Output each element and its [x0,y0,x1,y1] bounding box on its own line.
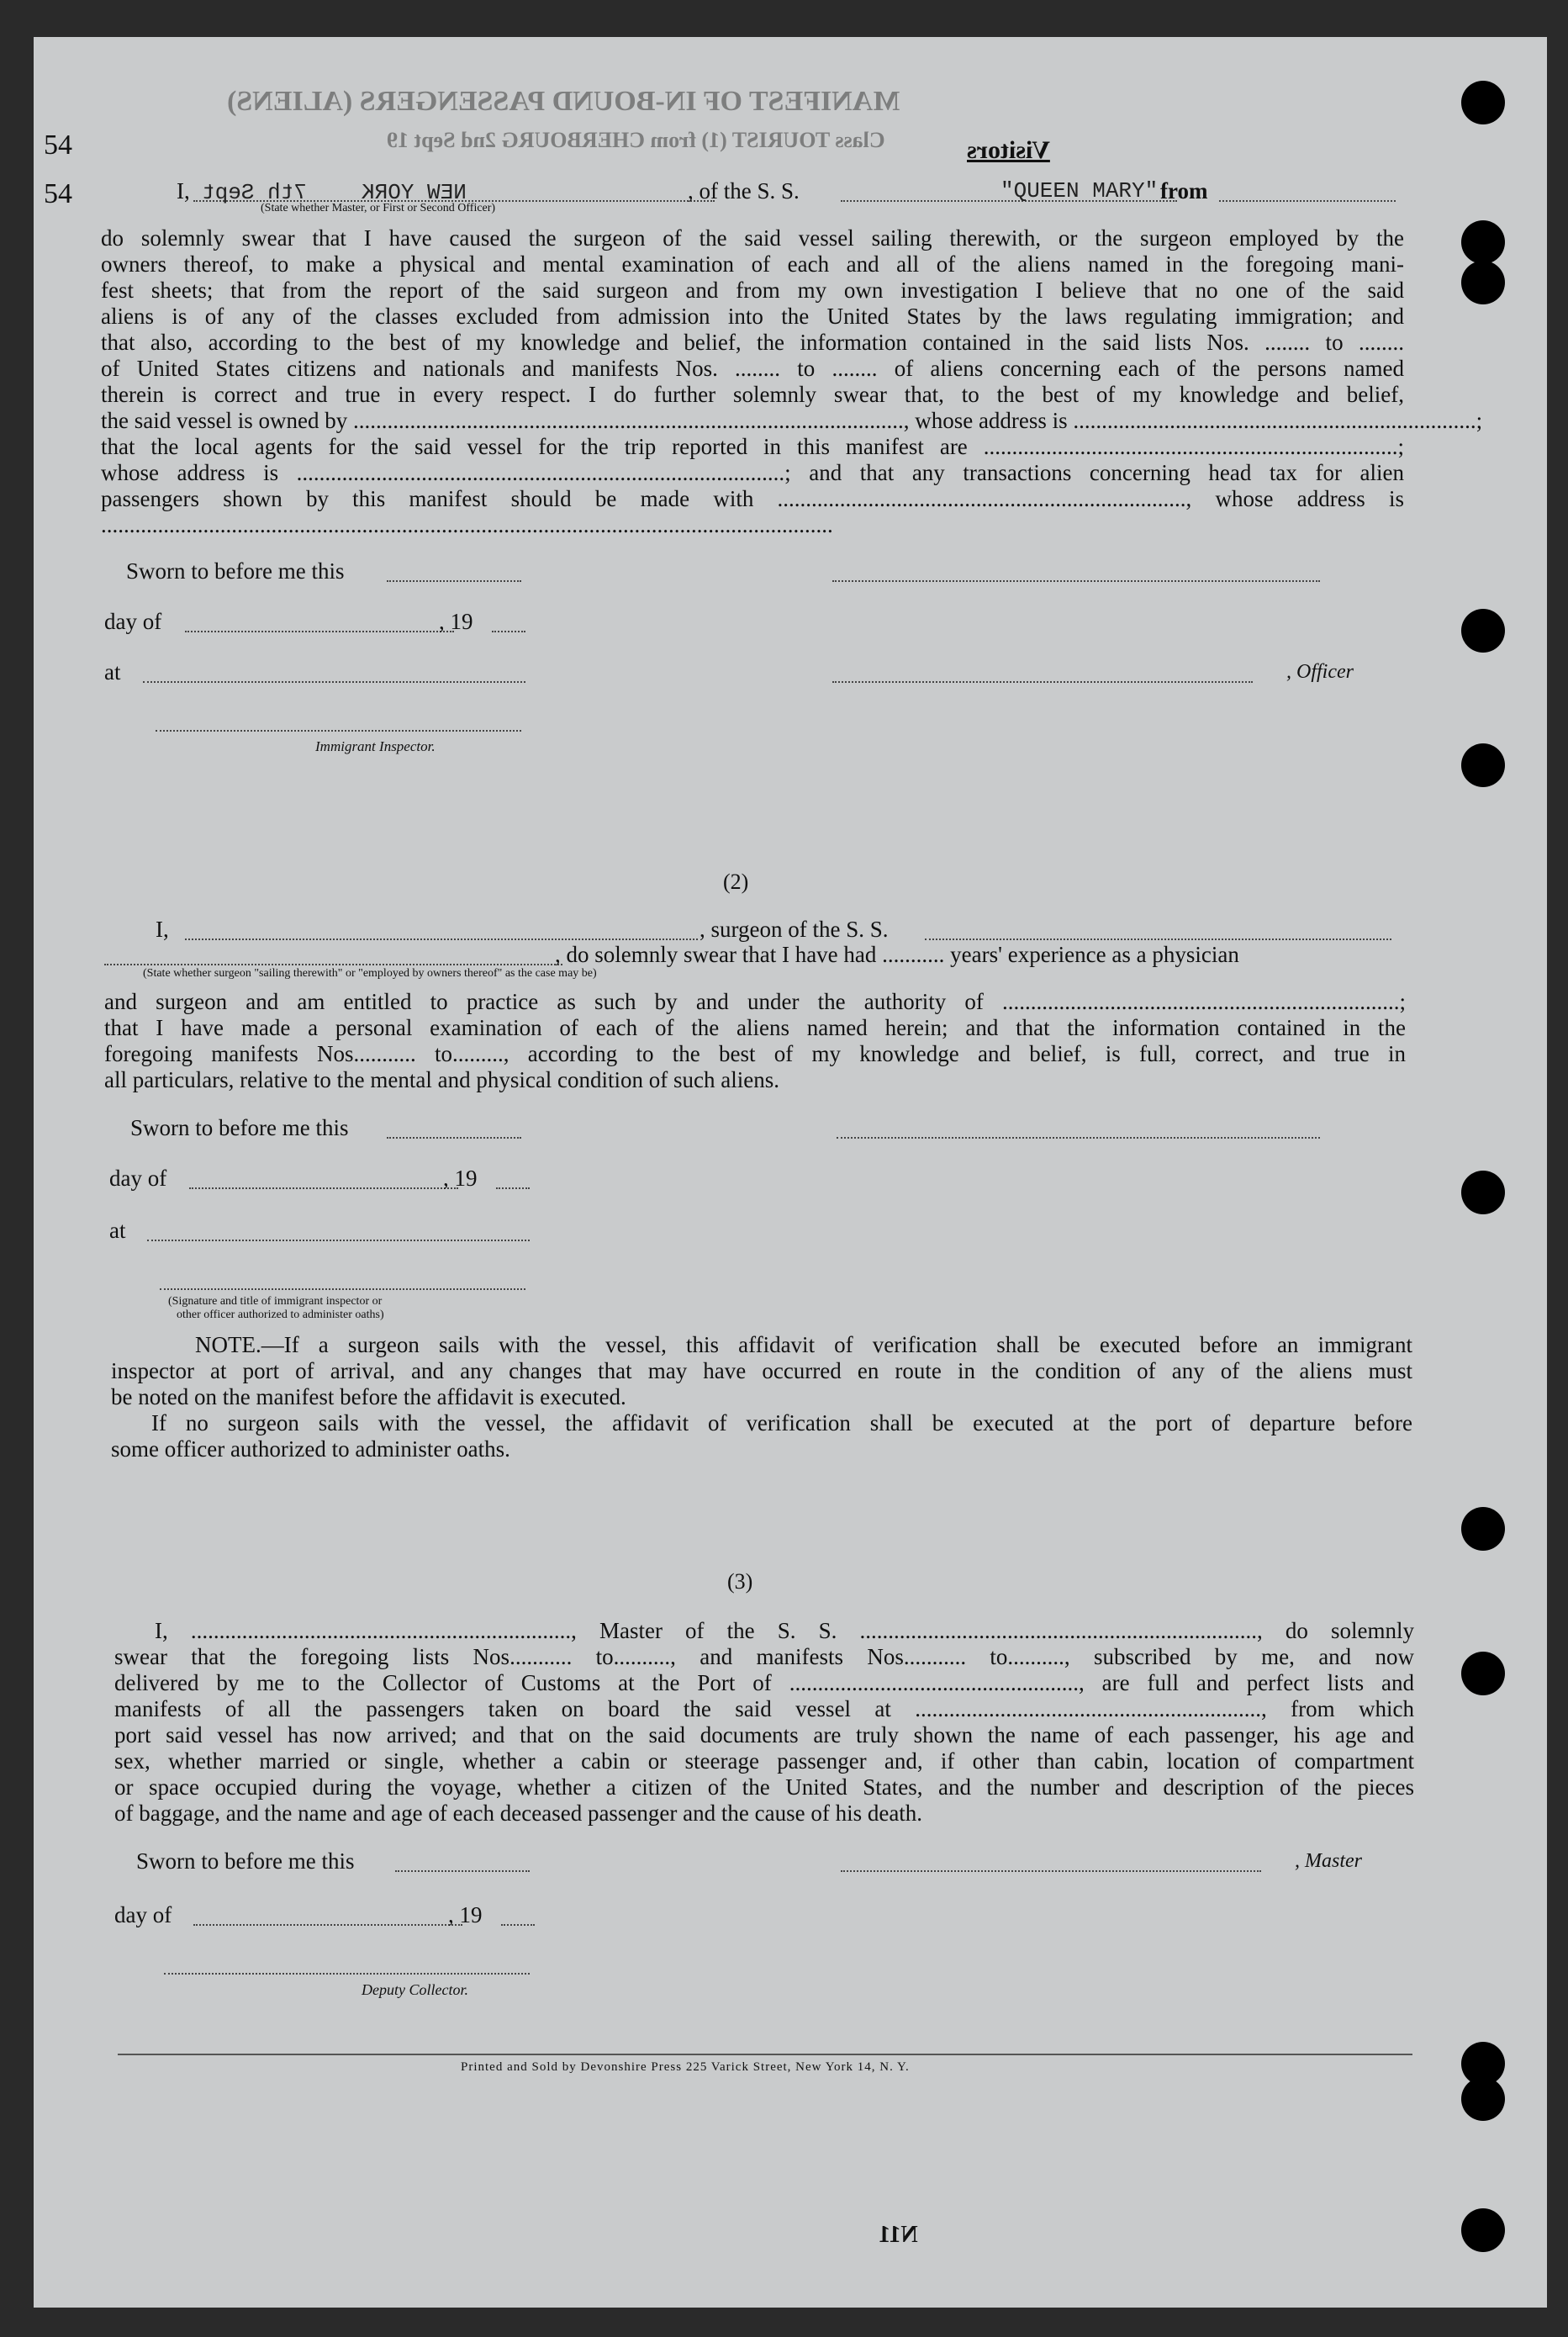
s1-day-of: day of [104,609,162,634]
s1-body-line: owners thereof, to make a physical and mental examination of each and all of the aliens named in the foregoing mani- [101,251,1404,277]
s3-sworn-line [395,1870,530,1872]
s2-at-line [147,1240,530,1241]
s3-body [114,1618,1414,1827]
s2-ship-line [925,939,1391,940]
s1-body-line: therein is correct and true in every respect. I do further solemnly swear that, to the best of my knowledge and belief, [101,382,1404,407]
bleed-bottom: N11 [879,2222,918,2248]
punch-hole [1461,2208,1505,2252]
s2-line2: , do solemnly swear that I have had ........... years' experience as a physician [555,942,1239,967]
s1-sig-line [832,580,1320,582]
s3-day-line [193,1924,462,1926]
s1-line1-start: I, [177,178,190,204]
s2-at: at [109,1218,126,1243]
s1-line1-mid: , of the S. S. [688,178,800,204]
s3-deputy-line [164,1973,530,1975]
bleed-title: MANIFEST OF IN-BOUND PASSENGERS (ALIENS) [227,86,900,117]
s3-nineteen: , 19 [448,1902,483,1927]
punch-hole [1461,743,1505,787]
stamp-ny: NEW YORK [362,180,467,205]
s1-body [101,225,1483,538]
s2-body-line: and surgeon and am entitled to practice as such by and under the authority of ......................................................................; [104,989,1406,1014]
s2-sig-line [837,1137,1320,1139]
margin-mark-1: 54 [44,130,72,161]
s1-body-line: that also, according to the best of my knowledge and belief, the information contained in the said lists Nos. ........ to ........ [101,330,1404,355]
stamp-ship: "QUEEN MARY" [1000,178,1159,204]
s2-sworn: Sworn to before me this [130,1115,349,1140]
s1-inspector-caption: Immigrant Inspector. [315,738,436,754]
s1-officer: , Officer [1286,661,1354,683]
s1-nineteen: , 19 [439,609,473,634]
footer-printer: Printed and Sold by Devonshire Press 225 Varick Street, New York 14, N. Y. [461,2060,910,2074]
s1-body-line: aliens is of any of the classes excluded from admission into the United States by the laws regulating immigration; and [101,304,1404,329]
manifest-page [34,37,1547,2308]
s2-type-line [104,964,562,965]
s2-caption: (State whether surgeon "sailing therewith" or "employed by owners thereof" as the case may be) [143,967,597,980]
s3-sig-line [841,1870,1261,1872]
bleed-visitors: Visitors [967,136,1050,164]
s2-body-line: all particulars, relative to the mental and physical condition of such aliens. [104,1067,779,1092]
s2-sig-caption-1: (Signature and title of immigrant inspector or [168,1295,383,1308]
s3-body-line: sex, whether married or single, whether a cabin or steerage passenger and, if other than cabin, location of compartment [114,1748,1414,1774]
s1-body-line: passengers shown by this manifest should be made with ........................................................................, whose address is [101,486,1404,511]
s2-note-line: be noted on the manifest before the affidavit is executed. [111,1384,626,1409]
s1-caption: (State whether Master, or First or Second Officer) [261,202,496,214]
s1-body-line: ................................................................................................................................. [101,512,833,537]
s1-inspector-line [156,730,521,732]
s2-note-line: If no surgeon sails with the vessel, the affidavit of verification shall be executed at the port of departure before [151,1410,1412,1436]
s2-nineteen: , 19 [443,1166,478,1191]
s1-officer-sig-line [832,681,1253,683]
s2-year-line [496,1187,530,1189]
s3-body-line: swear that the foregoing lists Nos........... to.........., and manifests Nos........... to.........., subscribed by me, and now [114,1644,1414,1669]
s3-body-line: manifests of all the passengers taken on board the said vessel at ............................................................., from which [114,1696,1414,1721]
s2-sworn-line [387,1137,521,1139]
s1-at-line [143,681,525,683]
s3-year-line [501,1924,535,1926]
s1-body-line: that the local agents for the said vessel for the trip reported in this manifest are .........................................................................; [101,434,1404,459]
s1-body-line: do solemnly swear that I have caused the surgeon of the said vessel sailing therewith, or the surgeon employed by the [101,225,1404,251]
s2-body-line: foregoing manifests Nos........... to........., according to the best of my knowledge and belief, is full, correct, and true in [104,1041,1406,1066]
s2-note [111,1332,1412,1462]
s1-at: at [104,659,121,685]
s3-number: (3) [727,1569,753,1594]
s1-sworn-line [387,580,521,582]
punch-hole [1461,609,1505,653]
s2-surgeon-line [185,939,698,940]
s1-line1-end: from [1160,178,1208,204]
s1-from-line [1219,200,1396,202]
s2-inspector-line [160,1288,525,1290]
punch-hole [1461,220,1505,264]
punch-hole [1461,261,1505,304]
footer-rule [118,2054,1412,2055]
punch-hole [1461,2077,1505,2121]
s2-note-line: some officer authorized to administer oaths. [111,1436,510,1462]
punch-hole [1461,81,1505,124]
s2-sig-caption-2: other officer authorized to administer oaths) [177,1309,384,1321]
margin-mark-2: 54 [44,178,72,209]
s1-body-line: fest sheets; that from the report of the said surgeon and from my own investigation I believe that no one of the said [101,278,1404,303]
s1-body-line: whose address is ......................................................................................; and that any transactions concerning head tax for alien [101,460,1404,485]
s1-body-line: of United States citizens and nationals and manifests Nos. ........ to ........ of aliens concerning each of the persons named [101,356,1404,381]
s2-day-line [189,1187,458,1189]
stamp-date: 7th Sept [202,180,307,205]
s2-day-of: day of [109,1166,167,1191]
s2-note-line: NOTE.—If a surgeon sails with the vessel, this affidavit of verification shall be executed before an immigrant [195,1332,1412,1357]
s3-body-line: I, ..................................................................., Master of the S. S. ......................................................................, do solemnly [155,1618,1414,1643]
s3-master: , Master [1295,1850,1362,1872]
punch-hole [1461,1171,1505,1214]
s3-body-line: or space occupied during the voyage, whether a citizen of the United States, and the number and description of the pieces [114,1774,1414,1800]
s3-body-line: of baggage, and the name and age of each deceased passenger and the cause of his death. [114,1800,923,1826]
s3-body-line: port said vessel has now arrived; and that on the said documents are truly shown the name of each passenger, his age and [114,1722,1414,1747]
s1-body-line: the said vessel is owned by ................................................................................................., whose address is .......................................................................; [101,408,1483,433]
s3-deputy-caption: Deputy Collector. [362,1981,468,1998]
s1-sworn: Sworn to before me this [126,558,345,584]
s3-body-line: delivered by me to the Collector of Customs at the Port of ..................................................., are full and perfect lists and [114,1670,1414,1695]
punch-hole [1461,1652,1505,1695]
s2-note-line: inspector at port of arrival, and any changes that may have occurred en route in the condition of any of the aliens must [111,1358,1412,1383]
s1-day-line [185,631,454,632]
s2-body-line: that I have made a personal examination of each of the aliens named herein; and that the information contained in the [104,1015,1406,1040]
s3-sworn: Sworn to before me this [136,1848,355,1874]
s2-number: (2) [723,870,749,894]
s2-body [104,989,1406,1093]
punch-hole [1461,1507,1505,1551]
s2-line1-start: I, [156,917,169,942]
bleed-subtitle: Class TOURIST (1) from CHERBOURG 2nd Sept 19 [387,128,885,152]
s3-day-of: day of [114,1902,172,1927]
s2-line1-mid: , surgeon of the S. S. [700,917,889,942]
s1-year-line [492,631,525,632]
